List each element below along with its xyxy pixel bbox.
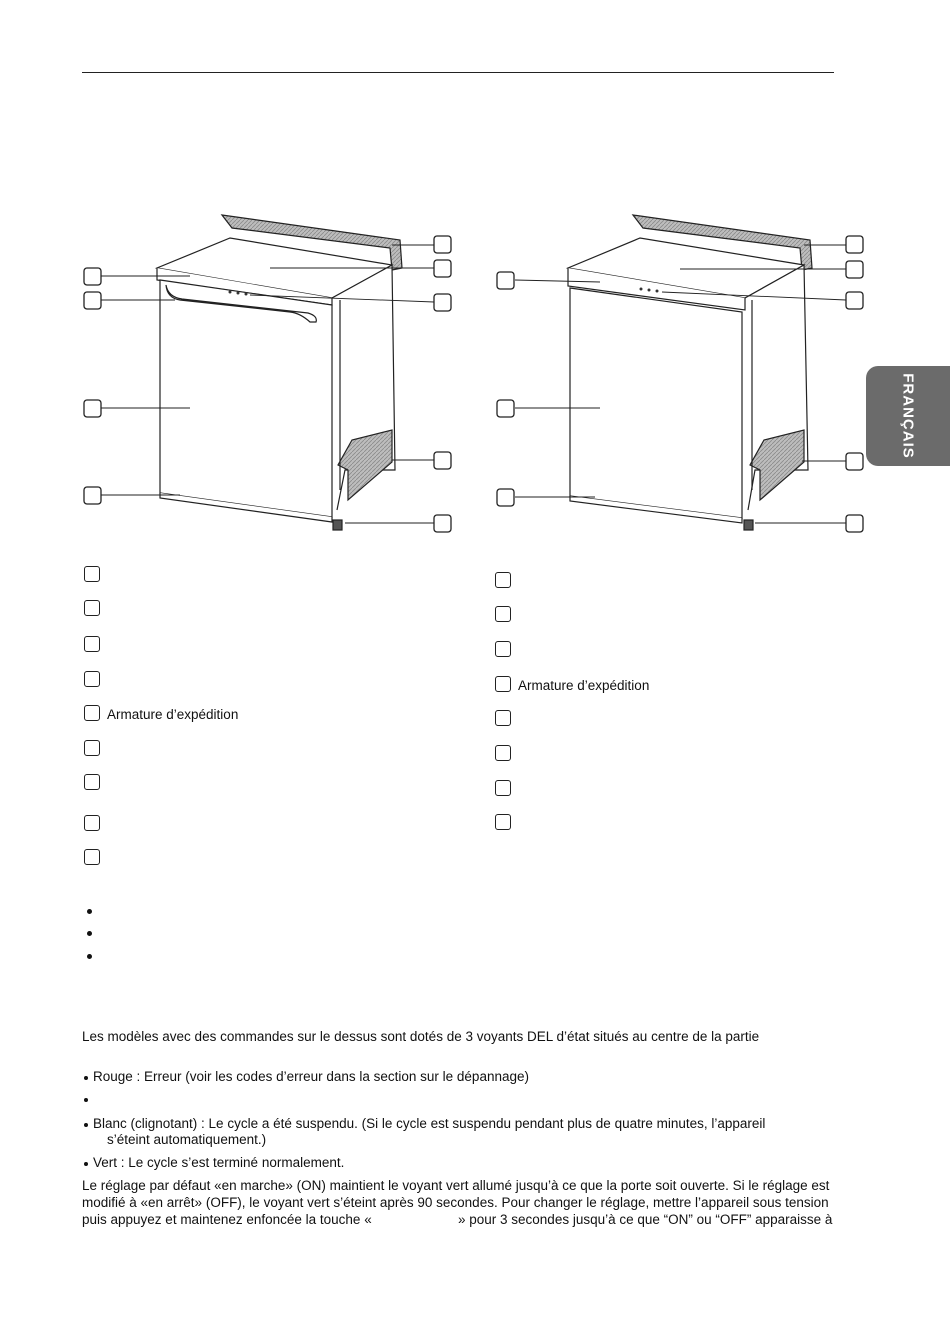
dishwasher-diagrams [0, 180, 950, 540]
language-side-tab-label: FRANÇAIS [899, 373, 917, 459]
bullet [87, 931, 92, 936]
default-setting-line1: Le réglage par défaut «en marche» (ON) maintient le voyant vert allumé jusqu’à ce que la porte soit ouverte. Si le réglage est [82, 1178, 830, 1193]
default-setting-line3-start: puis appuyez et maintenez enfoncée la touche « [82, 1212, 372, 1227]
legend-box [84, 705, 100, 721]
legend-box [84, 849, 100, 865]
dishwasher-top-control-model [568, 215, 812, 530]
bullet [87, 954, 92, 959]
led-white-item-line1: Blanc (clignotant) : Le cycle a été suspendu. (Si le cycle est suspendu pendant plus de quatre minutes, l’appareil [93, 1116, 766, 1131]
led-green-item: Vert : Le cycle s’est terminé normalement. [93, 1155, 345, 1170]
legend-box [84, 815, 100, 831]
legend-box [495, 780, 511, 796]
legend-box [495, 745, 511, 761]
default-setting-line3-end: » pour 3 secondes jusqu’à ce que “ON” ou “OFF” apparaisse à [458, 1212, 833, 1227]
dishwasher-front-handle-model [157, 215, 402, 530]
legend-box [495, 641, 511, 657]
legend-box [495, 606, 511, 622]
legend-box [84, 740, 100, 756]
legend-box [84, 671, 100, 687]
legend-box [495, 572, 511, 588]
default-setting-line2: modifié à «en arrêt» (OFF), le voyant vert s’éteint après 90 secondes. Pour changer le réglage, mettre l’appareil sous tension [82, 1195, 829, 1210]
top-rule [82, 72, 834, 73]
legend-box [495, 710, 511, 726]
legend-box [495, 676, 511, 692]
legend-box [84, 566, 100, 582]
legend-shipping-bracket-left: Armature d’expédition [107, 707, 239, 722]
legend-box [84, 636, 100, 652]
legend-box [84, 600, 100, 616]
legend-shipping-bracket-right: Armature d’expédition [518, 678, 650, 693]
bullet [84, 1098, 88, 1102]
led-white-item-line2: s’éteint automatiquement.) [107, 1132, 267, 1147]
legend-box [84, 774, 100, 790]
bullet [84, 1162, 88, 1166]
bullet [84, 1123, 88, 1127]
legend-box [495, 814, 511, 830]
led-red-item: Rouge : Erreur (voir les codes d’erreur dans la section sur le dépannage) [93, 1069, 529, 1084]
led-intro-text: Les modèles avec des commandes sur le dessus sont dotés de 3 voyants DEL d’état situés au centre de la partie [82, 1029, 760, 1044]
bullet [87, 909, 92, 914]
bullet [84, 1076, 88, 1080]
